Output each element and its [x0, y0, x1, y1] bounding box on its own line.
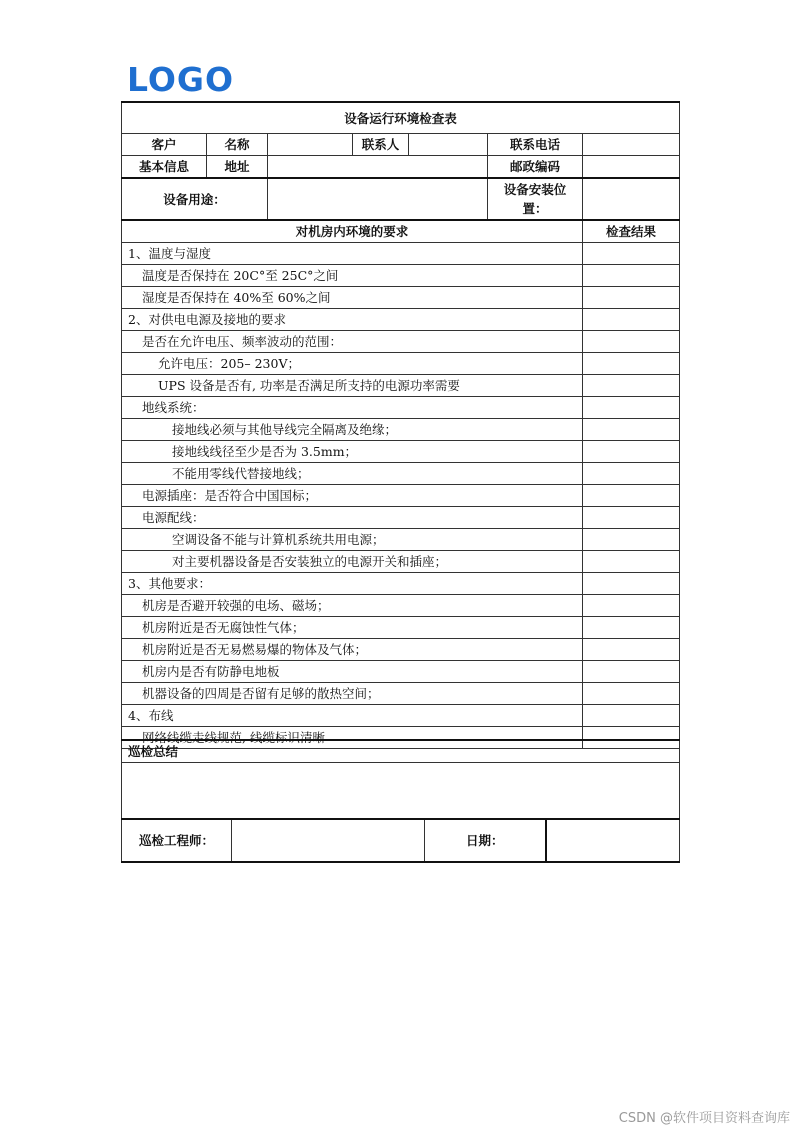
checklist-row	[122, 661, 680, 683]
result-header: 检查结果	[583, 220, 680, 243]
checklist-row	[122, 265, 680, 287]
summary-label: 巡检总结	[122, 740, 680, 763]
date-label: 日期：	[425, 819, 546, 862]
checklist-row	[122, 331, 680, 353]
install-label-line1: 设备安装位	[503, 182, 567, 197]
checklist-item-text: 是否在允许电压、频率波动的范围：	[122, 331, 583, 353]
checklist-item-text: 不能用零线代替接地线；	[122, 463, 583, 485]
checklist-item-text: 机房附近是否无易燃易爆的物体及气体；	[122, 639, 583, 661]
checklist-row	[122, 617, 680, 639]
checklist-item-text: 机房内是否有防静电地板	[122, 661, 583, 683]
checklist-row	[122, 683, 680, 705]
checklist-item-text: 允许电压：205– 230V；	[122, 353, 583, 375]
checklist-result-cell[interactable]	[583, 639, 680, 661]
phone-value-cell[interactable]	[583, 134, 680, 156]
checklist-row	[122, 507, 680, 529]
checklist-item-text: 2、对供电电源及接地的要求	[122, 309, 583, 331]
checklist-result-cell[interactable]	[583, 287, 680, 309]
checklist-result-cell[interactable]	[583, 507, 680, 529]
checklist-result-cell[interactable]	[583, 375, 680, 397]
address-label: 地址	[207, 156, 268, 179]
contact-label: 联系人	[353, 134, 409, 156]
checklist-row	[122, 397, 680, 419]
checklist-row	[122, 309, 680, 331]
install-location-label	[488, 178, 583, 220]
checklist-result-cell[interactable]	[583, 243, 680, 265]
checklist-row	[122, 287, 680, 309]
checklist-item-text: 地线系统：	[122, 397, 583, 419]
name-value-cell[interactable]	[268, 134, 353, 156]
checklist-row	[122, 441, 680, 463]
postcode-label: 邮政编码	[488, 156, 583, 179]
checklist-row	[122, 353, 680, 375]
checklist-item-text: 电源配线：	[122, 507, 583, 529]
checklist-result-cell[interactable]	[583, 441, 680, 463]
checklist-result-cell[interactable]	[583, 573, 680, 595]
watermark: CSDN @软件项目资料查询库	[618, 1111, 790, 1126]
install-label-line2: 置：	[522, 201, 548, 216]
checklist-item-text: 网络线缆走线规范, 线缆标识清晰	[122, 727, 583, 749]
checklist-row	[122, 463, 680, 485]
checklist-item-text: 1、温度与湿度	[122, 243, 583, 265]
requirements-table	[121, 219, 680, 749]
checklist-result-cell[interactable]	[583, 661, 680, 683]
checklist-item-text: 机器设备的四周是否留有足够的散热空间；	[122, 683, 583, 705]
engineer-label: 巡检工程师：	[122, 819, 232, 862]
checklist-row	[122, 705, 680, 727]
checklist-result-cell[interactable]	[583, 617, 680, 639]
checklist-item-text: 机房附近是否无腐蚀性气体；	[122, 617, 583, 639]
checklist-result-cell[interactable]	[583, 595, 680, 617]
checklist-row	[122, 639, 680, 661]
checklist-result-cell[interactable]	[583, 705, 680, 727]
checklist-result-cell[interactable]	[583, 265, 680, 287]
checklist-item-text: 接地线线径至少是否为 3.5mm；	[122, 441, 583, 463]
date-value-cell[interactable]	[546, 819, 680, 862]
postcode-value-cell[interactable]	[583, 156, 680, 179]
checklist-item-text: 4、布线	[122, 705, 583, 727]
install-location-value-cell[interactable]	[583, 178, 680, 220]
checklist-result-cell[interactable]	[583, 309, 680, 331]
info-table	[121, 101, 680, 220]
checklist-result-cell[interactable]	[583, 353, 680, 375]
checklist-row	[122, 595, 680, 617]
checklist-row	[122, 419, 680, 441]
name-label: 名称	[207, 134, 268, 156]
checklist-row	[122, 573, 680, 595]
checklist-result-cell[interactable]	[583, 397, 680, 419]
checklist-item-text: 温度是否保持在 20C°至 25C°之间	[122, 265, 583, 287]
checklist-item-text: 机房是否避开较强的电场、磁场；	[122, 595, 583, 617]
checklist-item-text: 对主要机器设备是否安装独立的电源开关和插座；	[122, 551, 583, 573]
checklist-row	[122, 243, 680, 265]
checklist-result-cell[interactable]	[583, 529, 680, 551]
checklist-item-text: 空调设备不能与计算机系统共用电源；	[122, 529, 583, 551]
checklist-row	[122, 529, 680, 551]
customer-label-line2: 基本信息	[122, 156, 207, 179]
checklist-result-cell[interactable]	[583, 551, 680, 573]
address-value-cell[interactable]	[268, 156, 488, 179]
checklist-item-text: 3、其他要求：	[122, 573, 583, 595]
checklist-result-cell[interactable]	[583, 331, 680, 353]
checklist-result-cell[interactable]	[583, 485, 680, 507]
contact-value-cell[interactable]	[409, 134, 488, 156]
checklist-result-cell[interactable]	[583, 683, 680, 705]
requirements-header: 对机房内环境的要求	[122, 220, 583, 243]
engineer-value-cell[interactable]	[232, 819, 425, 862]
summary-table	[121, 739, 680, 863]
checklist-row	[122, 485, 680, 507]
checklist-row	[122, 551, 680, 573]
customer-label-line1: 客户	[122, 134, 207, 156]
form-title: 设备运行环境检查表	[122, 102, 680, 134]
checklist-item-text: 湿度是否保持在 40%至 60%之间	[122, 287, 583, 309]
usage-value-cell[interactable]	[268, 178, 488, 220]
logo: LOGO	[127, 60, 235, 99]
checklist-item-text: 电源插座：是否符合中国国标；	[122, 485, 583, 507]
checklist-result-cell[interactable]	[583, 463, 680, 485]
checklist-item-text: UPS 设备是否有, 功率是否满足所支持的电源功率需要	[122, 375, 583, 397]
summary-content-cell[interactable]	[122, 763, 680, 820]
phone-label: 联系电话	[488, 134, 583, 156]
usage-label: 设备用途：	[122, 178, 268, 220]
checklist-item-text: 接地线必须与其他导线完全隔离及绝缘；	[122, 419, 583, 441]
checklist-row	[122, 375, 680, 397]
checklist-result-cell[interactable]	[583, 419, 680, 441]
